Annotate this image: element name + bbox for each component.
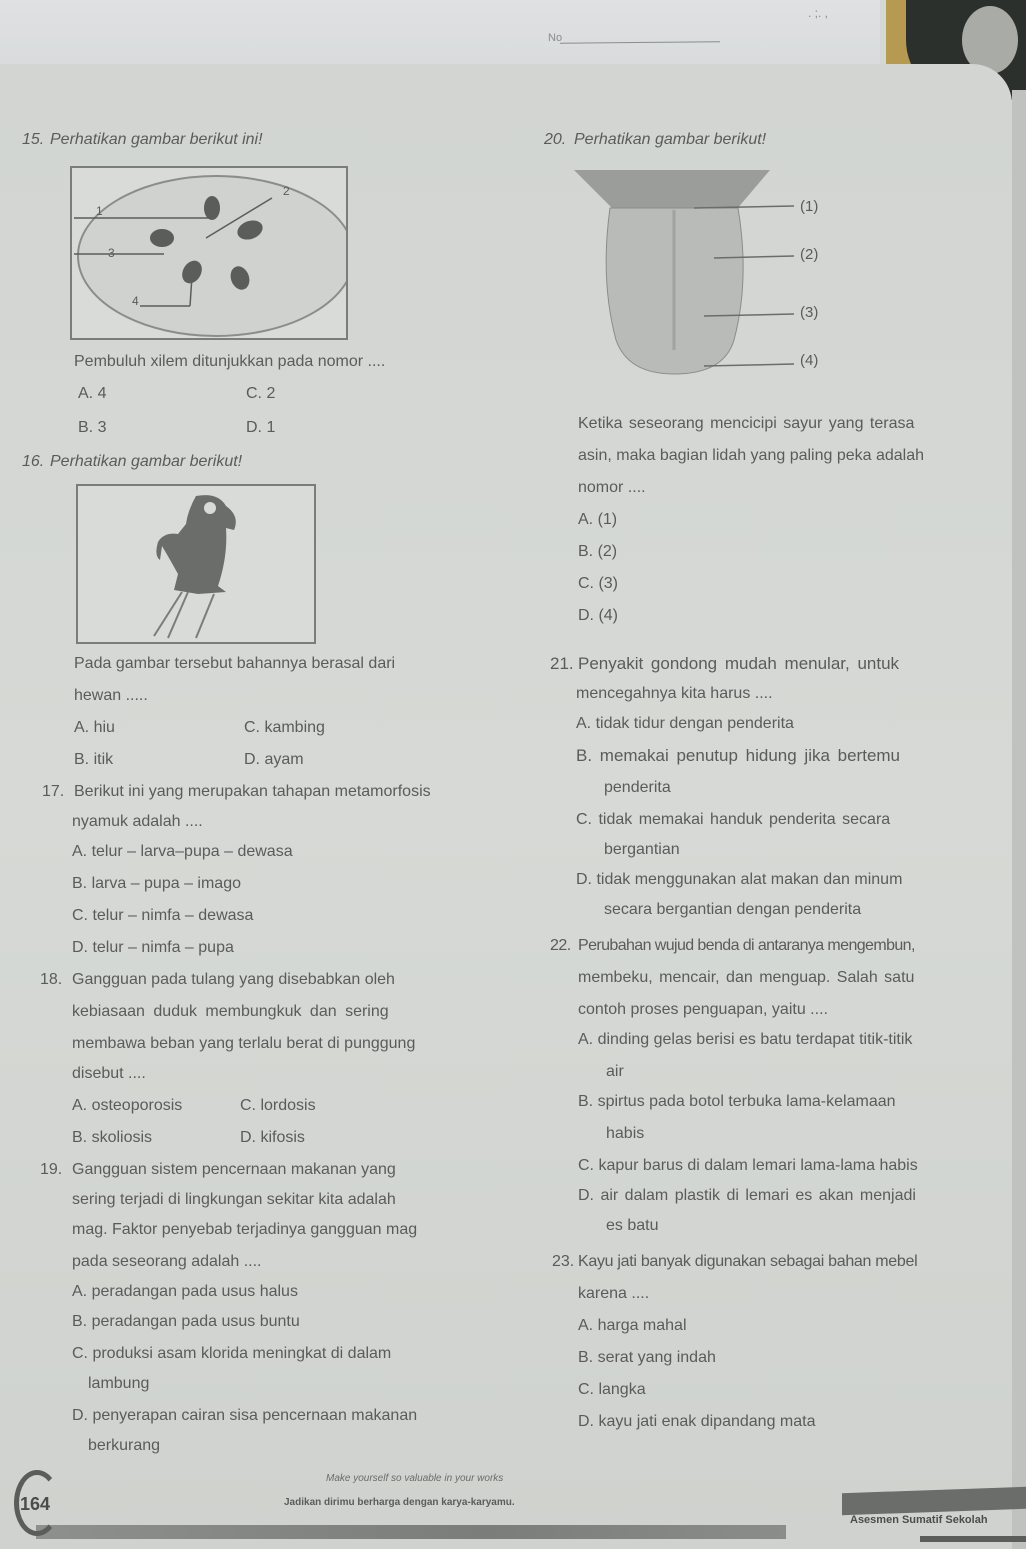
option-d[interactable]: D. kifosis [240,1129,305,1146]
question-prompt: Perhatikan gambar berikut ini! [50,131,263,148]
question-stem: nyamuk adalah .... [72,813,203,830]
question-stem: Ketika seseorang mencicipi sayur yang terasa [578,415,915,432]
motto-indonesian: Jadikan dirimu berharga dengan karya-karyamu. [284,1497,515,1508]
question-number: 20. [544,131,567,148]
motto-english: Make yourself so valuable in your works [326,1473,504,1484]
option-b-continued: habis [606,1125,645,1142]
option-a[interactable]: A. peradangan pada usus halus [72,1283,298,1300]
question-stem: Gangguan sistem pencernaan makanan yang [72,1161,396,1178]
question-stem: karena .... [578,1285,650,1302]
option-b[interactable]: B. (2) [578,543,618,560]
figure-label: 1 [96,204,103,218]
option-d[interactable]: D. 1 [246,419,276,436]
question-stem: disebut .... [72,1065,146,1082]
question-number: 16. [22,453,45,470]
figure-label: 4 [132,294,139,308]
option-c[interactable]: C. telur – nimfa – dewasa [72,907,254,924]
option-c[interactable]: C. 2 [246,385,276,402]
no-label: No [548,32,563,44]
question-number: 18. [40,971,63,988]
question-stem: mencegahnya kita harus .... [576,685,773,702]
question-stem: Pembuluh xilem ditunjukkan pada nomor .... [74,353,386,370]
question-stem: Perubahan wujud benda di antaranya mengembun, [578,937,915,954]
option-c[interactable]: C. tidak memakai handuk penderita secara [576,811,891,828]
tongue-diagram [574,170,794,376]
question-stem: membeku, mencair, dan menguap. Salah satu [578,969,915,986]
option-a[interactable]: A. telur – larva–pupa – dewasa [72,843,293,860]
question-stem: Gangguan pada tulang yang disebabkan oleh [72,971,395,988]
question-stem: asin, maka bagian lidah yang paling peka adalah [578,447,925,464]
question-stem: nomor .... [578,479,646,496]
question-stem: pada seseorang adalah .... [72,1253,262,1270]
option-b[interactable]: B. 3 [78,419,107,436]
option-c-continued: lambung [88,1375,150,1392]
option-d[interactable]: D. kayu jati enak dipandang mata [578,1413,816,1430]
question-stem: sering terjadi di lingkungan sekitar kita adalah [72,1191,396,1208]
figure-label: 3 [108,246,115,260]
book-tag: Asesmen Sumatif Sekolah [850,1514,988,1526]
question-number: 23. [552,1253,575,1270]
question-number: 17. [42,783,65,800]
figure-label: (4) [800,352,819,369]
option-a[interactable]: A. tidak tidur dengan penderita [576,715,794,732]
figure-label: 2 [283,184,290,198]
book-tag-underline [920,1536,1026,1542]
option-d-continued: berkurang [88,1437,161,1454]
option-a[interactable]: A. osteoporosis [72,1097,183,1114]
figure-label: (3) [800,304,819,321]
option-d[interactable]: D. (4) [578,607,618,624]
question-number: 22. [550,937,571,954]
page-edge [1012,90,1026,1549]
figure-label: (2) [800,246,819,263]
question-number: 19. [40,1161,63,1178]
option-c[interactable]: C. langka [578,1381,646,1398]
question-stem: Penyakit gondong mudah menular, untuk [578,654,900,673]
question-stem: mag. Faktor penyebab terjadinya gangguan mag [72,1221,418,1238]
option-a[interactable]: A. dinding gelas berisi es batu terdapat titik-titik [578,1031,913,1048]
figure-label: (1) [800,198,819,215]
question-stem: kebiasaan duduk membungkuk dan sering [72,1003,389,1020]
question-stem: membawa beban yang terlalu berat di punggung [72,1035,416,1052]
option-a[interactable]: A. hiu [74,719,115,736]
option-d[interactable]: D. tidak menggunakan alat makan dan minum [576,871,903,888]
page-number: 164 [20,1494,51,1514]
option-b[interactable]: B. larva – pupa – imago [72,875,241,892]
option-b[interactable]: B. skoliosis [72,1129,153,1146]
question-number: 15. [22,131,45,148]
option-d[interactable]: D. air dalam plastik di lemari es akan menjadi [578,1187,916,1204]
question-stem: hewan ..... [74,687,148,704]
option-a[interactable]: A. (1) [578,511,618,528]
option-c[interactable]: C. kapur barus di dalam lemari lama-lama habis [578,1157,918,1174]
question-stem: contoh proses penguapan, yaitu .... [578,1001,828,1018]
option-b[interactable]: B. itik [74,751,114,768]
scribble: . ;. , [808,6,829,20]
option-d-continued: secara bergantian dengan penderita [604,901,862,918]
footer-band [36,1525,786,1539]
option-d-continued: es batu [606,1217,659,1234]
question-stem: Pada gambar tersebut bahannya berasal dari [74,655,396,672]
option-d[interactable]: D. ayam [244,751,304,768]
option-a-continued: air [606,1063,624,1080]
option-b-continued: penderita [604,779,671,796]
option-c[interactable]: C. produksi asam klorida meningkat di dalam [72,1345,392,1362]
background-sheet [0,0,880,64]
question-stem: Berikut ini yang merupakan tahapan metamorfosis [74,783,431,800]
question-number: 21. [550,654,574,673]
option-b[interactable]: B. serat yang indah [578,1349,716,1366]
option-d[interactable]: D. penyerapan cairan sisa pencernaan makanan [72,1407,418,1424]
option-a[interactable]: A. 4 [78,385,107,402]
question-prompt: Perhatikan gambar berikut! [50,453,243,470]
option-b[interactable]: B. memakai penutup hidung jika bertemu [576,746,901,765]
wayang-figure [76,484,316,644]
question-stem: Kayu jati banyak digunakan sebagai bahan mebel [578,1253,918,1270]
option-c[interactable]: C. (3) [578,575,618,592]
question-prompt: Perhatikan gambar berikut! [574,131,767,148]
option-c[interactable]: C. lordosis [240,1097,316,1114]
shadow-puppet-image [78,486,314,642]
option-c[interactable]: C. kambing [244,719,325,736]
option-c-continued: bergantian [604,841,680,858]
option-d[interactable]: D. telur – nimfa – pupa [72,939,234,956]
option-b[interactable]: B. peradangan pada usus buntu [72,1313,300,1330]
option-a[interactable]: A. harga mahal [578,1317,687,1334]
option-b[interactable]: B. spirtus pada botol terbuka lama-kelamaan [578,1093,896,1110]
